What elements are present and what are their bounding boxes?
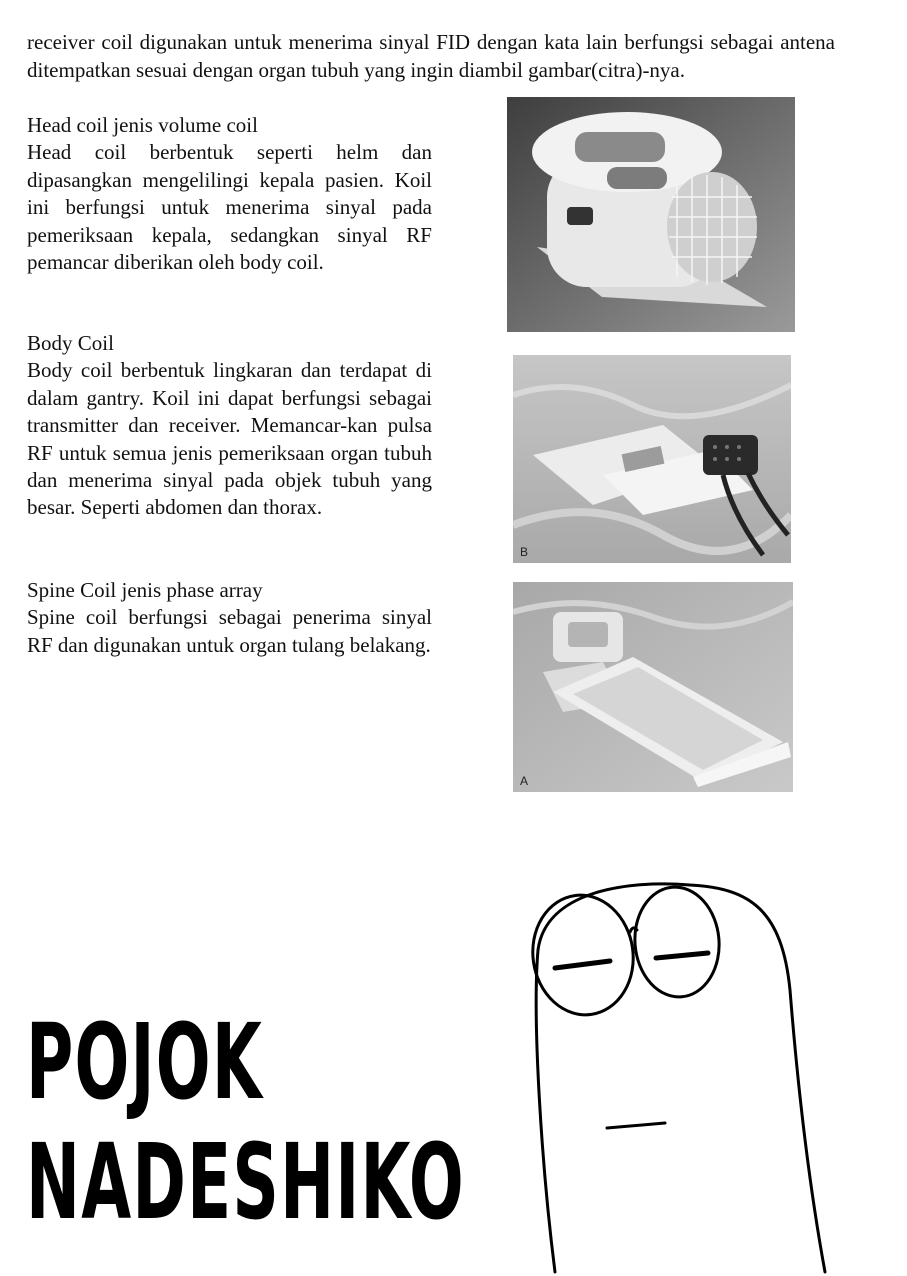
section-head-coil [27,112,432,276]
section-body: Body coil berbentuk lingkaran dan terdapat di dalam gantry. Koil ini dapat berfungsi sebagai transmitter dan receiver. Memancar-kan pulsa RF untuk semua jenis pemeriksaan organ tubuh dan menerima sinyal pada objek tubuh yang besar. Seperti abdomen dan thorax. [27,358,432,520]
section-spine-coil [27,577,432,659]
section-title: Spine Coil jenis phase array [27,578,263,602]
section-body: Head coil berbentuk seperti helm dan dipasangkan mengelilingi kepala pasien. Koil ini berfungsi untuk menerima sinyal pada pemeriksaan kepala, sedangkan sinyal RF pemancar diberikan oleh body coil. [27,140,432,275]
section-body-coil [27,330,432,522]
section-body: Spine coil berfungsi sebagai penerima sinyal RF dan digunakan untuk organ tulang belakang. [27,605,432,657]
mascot-illustration [520,870,850,1276]
body-coil-photo [513,355,791,563]
section-title: Head coil jenis volume coil [27,113,258,137]
intro-paragraph: receiver coil digunakan untuk menerima sinyal FID dengan kata lain berfungsi sebagai antena ditempatkan sesuai dengan organ tubuh yang ingin diambil gambar(citra)-nya. [27,30,835,82]
head-coil-photo [507,97,795,332]
brand-title-line-2: NADESHIKO [26,1121,465,1243]
photo-label: A [520,774,529,788]
brand-title-line-1: POJOK [26,1001,264,1123]
spine-coil-photo [513,582,793,792]
photo-label: B [520,545,529,559]
section-title: Body Coil [27,331,114,355]
